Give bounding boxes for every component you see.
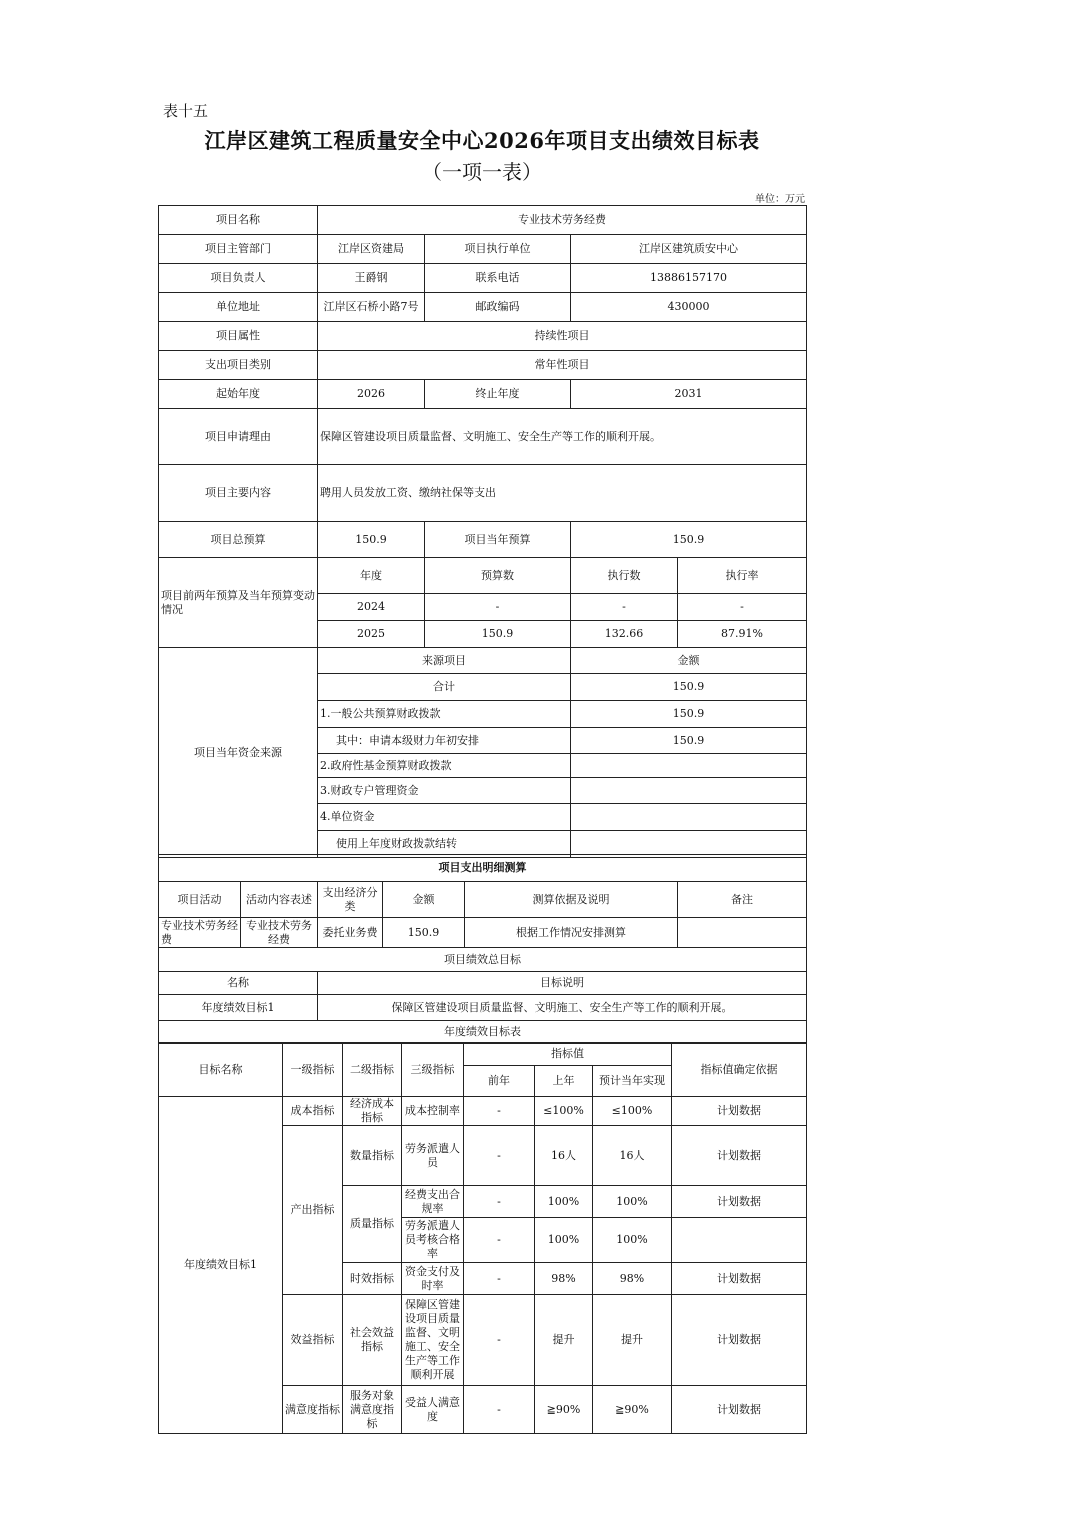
label-cell: 项目当年预算 — [425, 522, 571, 558]
l1-indicator: 满意度指标 — [283, 1386, 343, 1434]
value-expected: ≧90% — [593, 1386, 672, 1434]
funding-header: 来源项目 — [318, 648, 571, 674]
label-cell: 项目总预算 — [159, 522, 318, 558]
attr-value: 持续性项目 — [318, 322, 807, 351]
history-cell: - — [425, 594, 571, 621]
l2-indicator: 数量指标 — [343, 1126, 402, 1186]
funding-amount — [571, 804, 807, 831]
detail-header: 备注 — [678, 882, 807, 918]
value-prev: - — [464, 1263, 535, 1295]
value-prev: - — [464, 1186, 535, 1218]
overall-header: 目标说明 — [318, 972, 807, 995]
label-cell: 项目申请理由 — [159, 409, 318, 465]
value-last: 100% — [535, 1186, 593, 1218]
funding-amount — [571, 778, 807, 804]
history-cell: 132.66 — [571, 621, 678, 648]
value-expected: 100% — [593, 1218, 672, 1263]
funding-source: 使用上年度财政拨款结转 — [318, 831, 571, 858]
project-name: 专业技术劳务经费 — [318, 206, 807, 235]
l2-indicator: 经济成本指标 — [343, 1097, 402, 1126]
detail-header: 金额 — [383, 882, 465, 918]
end-year: 2031 — [571, 380, 807, 409]
reason-value: 保障区管建设项目质量监督、文明施工、安全生产等工作的顺利开展。 — [318, 409, 807, 465]
annual-header: 前年 — [464, 1066, 535, 1097]
value-last: ≧90% — [535, 1386, 593, 1434]
history-header: 执行率 — [678, 558, 807, 594]
label-cell: 项目名称 — [159, 206, 318, 235]
detail-cell: 根据工作情况安排测算 — [465, 918, 678, 948]
l3-indicator: 成本控制率 — [402, 1097, 464, 1126]
funding-amount: 150.9 — [571, 728, 807, 754]
funding-header: 金额 — [571, 648, 807, 674]
l2-indicator: 服务对象满意度指标 — [343, 1386, 402, 1434]
funding-source: 1.一般公共预算财政拨款 — [318, 701, 571, 728]
phone-value: 13886157170 — [571, 264, 807, 293]
value-basis: 计划数据 — [672, 1263, 807, 1295]
funding-source: 合计 — [318, 674, 571, 701]
annual-header: 指标值 — [464, 1043, 672, 1066]
overall-title: 项目绩效总目标 — [159, 948, 807, 972]
table-number: 表十五 — [163, 102, 209, 120]
label-cell: 项目负责人 — [159, 264, 318, 293]
history-header: 预算数 — [425, 558, 571, 594]
label-cell: 项目主管部门 — [159, 235, 318, 264]
value-basis: 计划数据 — [672, 1295, 807, 1386]
value-prev: - — [464, 1126, 535, 1186]
l3-indicator: 受益人满意度 — [402, 1386, 464, 1434]
funding-amount: 150.9 — [571, 674, 807, 701]
value-expected: 16人 — [593, 1126, 672, 1186]
funding-source: 其中：申请本级财力年初安排 — [318, 728, 571, 754]
basic-info-table — [158, 205, 807, 858]
history-cell: - — [678, 594, 807, 621]
detail-cell: 委托业务费 — [318, 918, 383, 948]
value-expected: 98% — [593, 1263, 672, 1295]
label-cell: 项目主要内容 — [159, 465, 318, 522]
year-budget: 150.9 — [571, 522, 807, 558]
detail-title: 项目支出明细测算 — [159, 855, 807, 882]
value-basis: 计划数据 — [672, 1126, 807, 1186]
l3-indicator-text: 保障区管建设项目质量监督、文明施工、安全生产等工作顺利开展 — [405, 1298, 460, 1381]
value-basis — [672, 1218, 807, 1263]
value-last: 100% — [535, 1218, 593, 1263]
value-expected: 100% — [593, 1186, 672, 1218]
value-basis: 计划数据 — [672, 1386, 807, 1434]
l3-indicator: 经费支出合规率 — [402, 1186, 464, 1218]
history-header: 执行数 — [571, 558, 678, 594]
history-label: 项目前两年预算及当年预算变动情况 — [159, 558, 318, 648]
l2-indicator: 社会效益指标 — [343, 1295, 402, 1386]
annual-title: 年度绩效目标表 — [159, 1021, 807, 1044]
detail-cell: 150.9 — [383, 918, 465, 948]
detail-cell: 专业技术劳务经费 — [241, 918, 318, 948]
annual-header: 二级指标 — [343, 1043, 402, 1097]
label-cell: 邮政编码 — [425, 293, 571, 322]
funding-label: 项目当年资金来源 — [159, 648, 318, 858]
label-cell: 单位地址 — [159, 293, 318, 322]
history-cell: 2024 — [318, 594, 425, 621]
exec-unit-value: 江岸区建筑质安中心 — [571, 235, 807, 264]
detail-header: 项目活动 — [159, 882, 241, 918]
l2-indicator: 质量指标 — [343, 1186, 402, 1263]
overall-desc: 保障区管建设项目质量监督、文明施工、安全生产等工作的顺利开展。 — [318, 995, 807, 1021]
label-cell: 联系电话 — [425, 264, 571, 293]
l3-indicator: 资金支付及时率 — [402, 1263, 464, 1295]
funding-source: 2.政府性基金预算财政拨款 — [318, 754, 571, 778]
funding-source: 3.财政专户管理资金 — [318, 778, 571, 804]
value-last: 16人 — [535, 1126, 593, 1186]
detail-cell — [678, 918, 807, 948]
funding-source: 4.单位资金 — [318, 804, 571, 831]
detail-header: 支出经济分类 — [318, 882, 383, 918]
page-title: 江岸区建筑工程质量安全中心2026年项目支出绩效目标表 — [204, 128, 760, 153]
page-subtitle: （一项一表） — [422, 160, 542, 184]
history-header: 年度 — [318, 558, 425, 594]
history-cell: 150.9 — [425, 621, 571, 648]
history-cell: - — [571, 594, 678, 621]
l3-indicator: 劳务派遣人员 — [402, 1126, 464, 1186]
annual-header: 一级指标 — [283, 1043, 343, 1097]
value-basis: 计划数据 — [672, 1097, 807, 1126]
value-prev: - — [464, 1097, 535, 1126]
postcode-value: 430000 — [571, 293, 807, 322]
overall-header: 名称 — [159, 972, 318, 995]
history-cell: 2025 — [318, 621, 425, 648]
label-cell: 起始年度 — [159, 380, 318, 409]
l3-indicator: 劳务派遣人员考核合格率 — [402, 1218, 464, 1263]
detail-header: 活动内容表述 — [241, 882, 318, 918]
label-cell: 项目执行单位 — [425, 235, 571, 264]
l1-indicator: 产出指标 — [283, 1126, 343, 1295]
annual-target-table — [158, 1042, 807, 1434]
value-expected: 提升 — [593, 1295, 672, 1386]
leader-value: 王爵钢 — [318, 264, 425, 293]
annual-target-name: 年度绩效目标1 — [159, 1097, 283, 1434]
unit-note: 单位：万元 — [755, 194, 805, 205]
funding-amount — [571, 754, 807, 778]
start-year: 2026 — [318, 380, 425, 409]
l3-indicator — [402, 1295, 464, 1386]
value-prev: - — [464, 1386, 535, 1434]
overall-name: 年度绩效目标1 — [159, 995, 318, 1021]
dept-value: 江岸区资建局 — [318, 235, 425, 264]
annual-header: 目标名称 — [159, 1043, 283, 1097]
label-cell: 终止年度 — [425, 380, 571, 409]
value-prev: - — [464, 1218, 535, 1263]
annual-header: 指标值确定依据 — [672, 1043, 807, 1097]
funding-amount: 150.9 — [571, 701, 807, 728]
category-value: 常年性项目 — [318, 351, 807, 380]
label-cell: 项目属性 — [159, 322, 318, 351]
label-cell: 支出项目类别 — [159, 351, 318, 380]
value-last: 提升 — [535, 1295, 593, 1386]
detail-table — [158, 854, 807, 1044]
detail-cell: 专业技术劳务经费 — [159, 918, 241, 948]
annual-header: 上年 — [535, 1066, 593, 1097]
history-cell: 87.91% — [678, 621, 807, 648]
total-budget: 150.9 — [318, 522, 425, 558]
value-last: 98% — [535, 1263, 593, 1295]
annual-header: 三级指标 — [402, 1043, 464, 1097]
l1-indicator: 效益指标 — [283, 1295, 343, 1386]
annual-header: 预计当年实现 — [593, 1066, 672, 1097]
value-expected: ≤100% — [593, 1097, 672, 1126]
value-prev: - — [464, 1295, 535, 1386]
address-value: 江岸区石桥小路7号 — [318, 293, 425, 322]
l2-indicator: 时效指标 — [343, 1263, 402, 1295]
content-value: 聘用人员发放工资、缴纳社保等支出 — [318, 465, 807, 522]
l1-indicator: 成本指标 — [283, 1097, 343, 1126]
value-basis: 计划数据 — [672, 1186, 807, 1218]
value-last: ≤100% — [535, 1097, 593, 1126]
detail-header: 测算依据及说明 — [465, 882, 678, 918]
